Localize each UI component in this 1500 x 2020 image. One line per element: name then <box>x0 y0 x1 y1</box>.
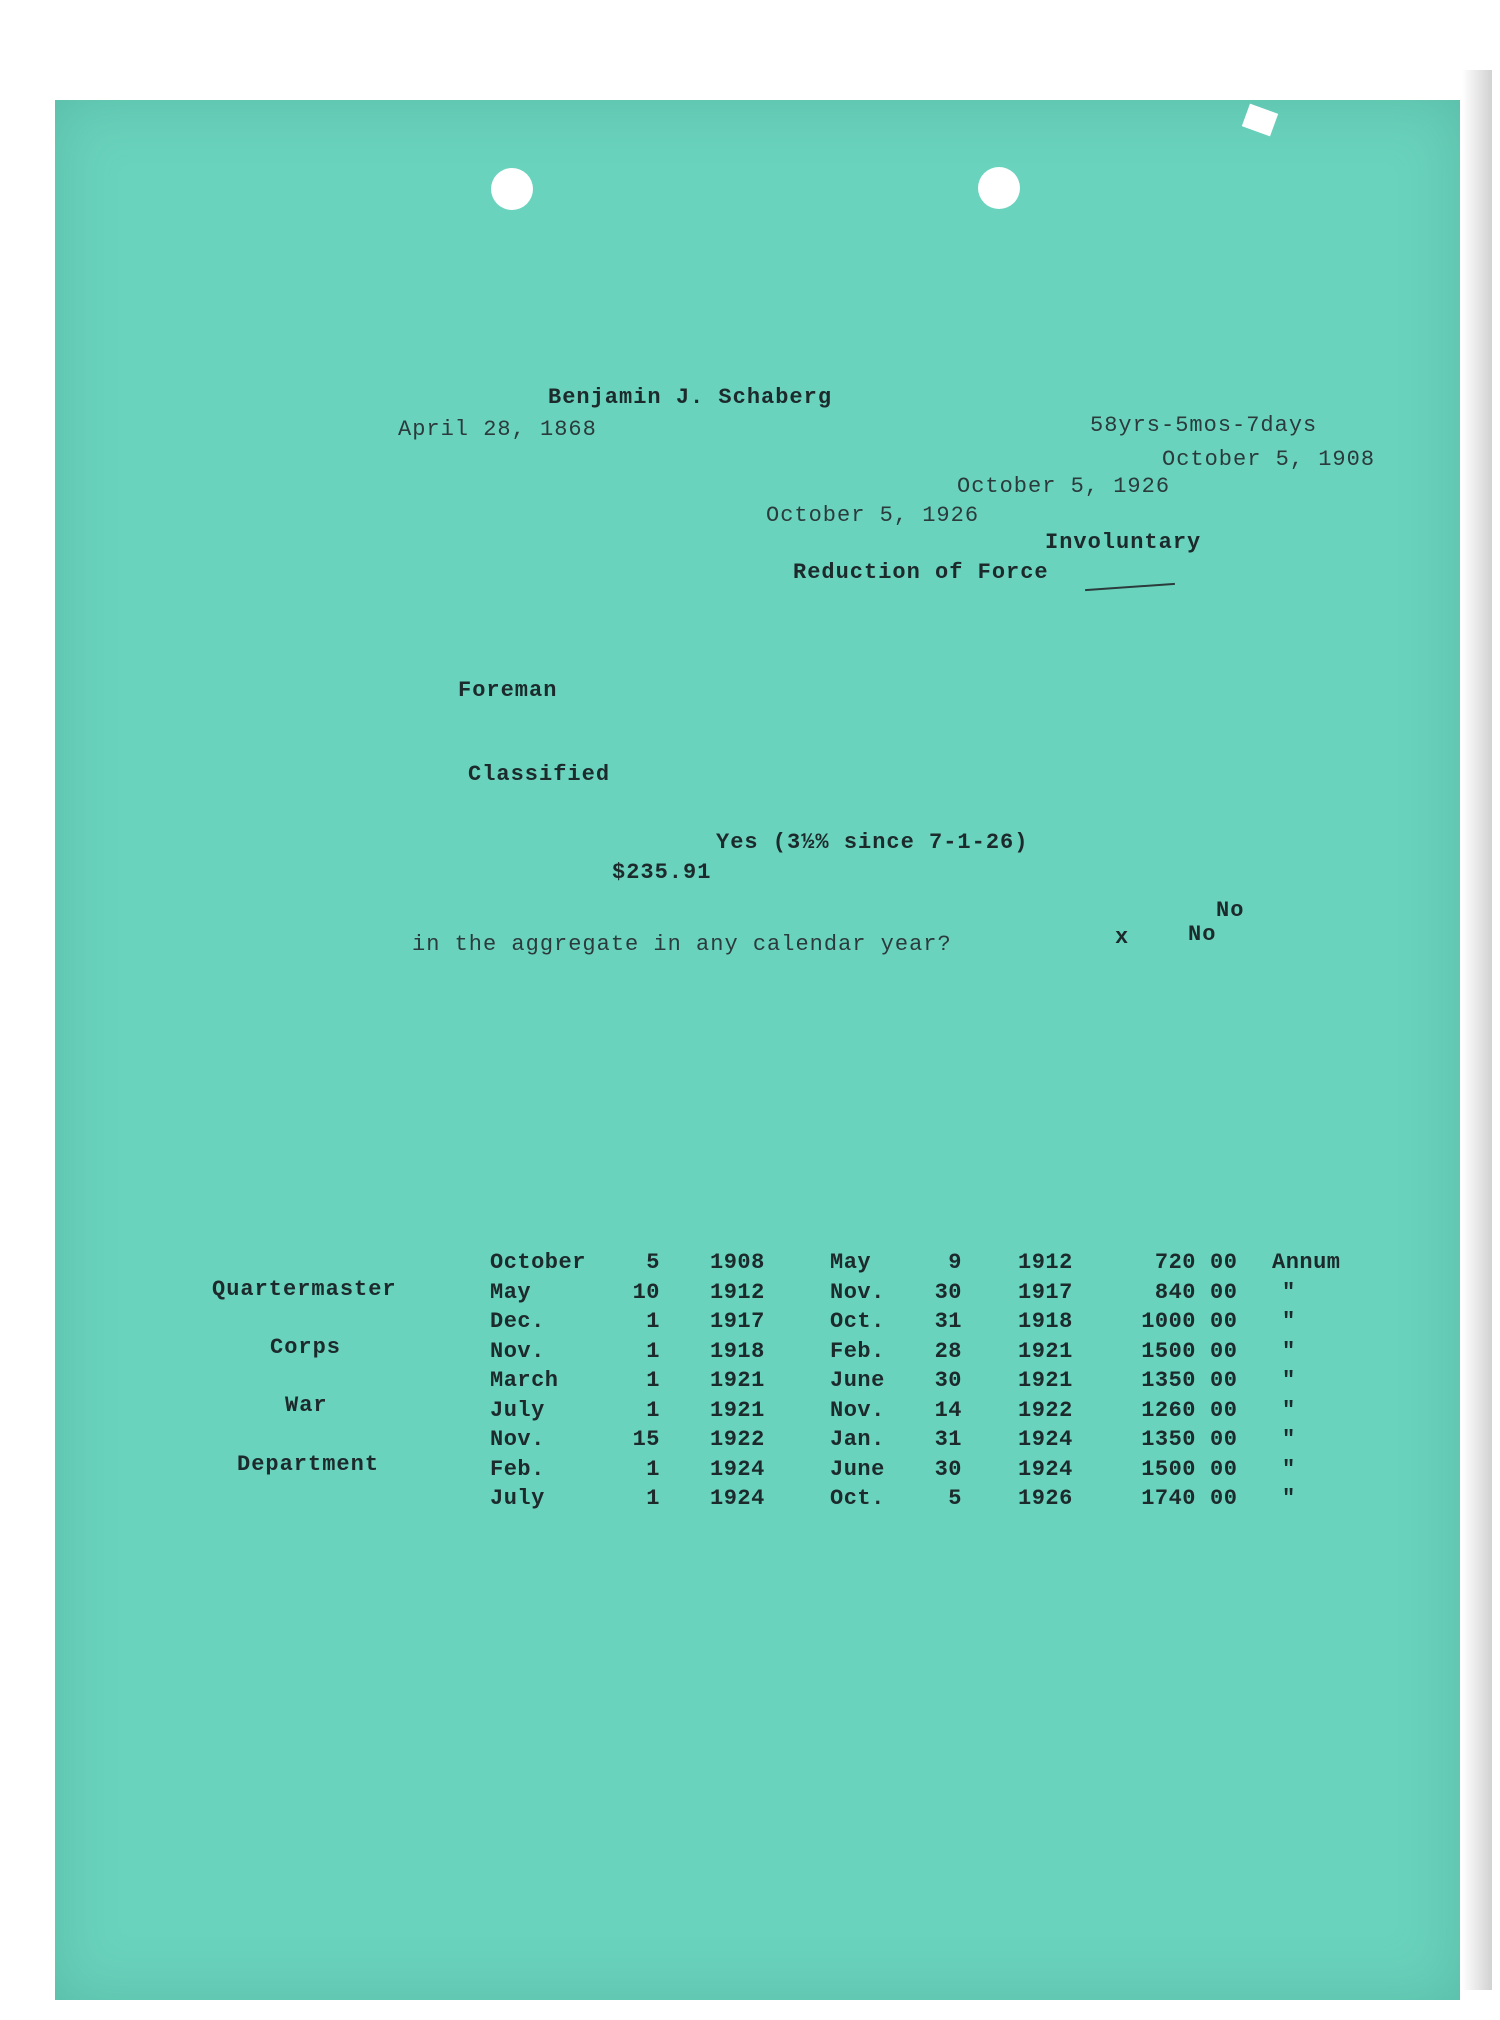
cell-to-year: 1926 <box>1018 1486 1073 1511</box>
cell-to-year: 1918 <box>1018 1309 1073 1334</box>
cell-to-month: Jan. <box>830 1427 885 1452</box>
cell-cents: 00 <box>1210 1456 1238 1482</box>
department-line-3: War <box>285 1393 328 1418</box>
cell-cents: 00 <box>1210 1486 1238 1511</box>
cell-to-day: 14 <box>934 1397 962 1423</box>
cell-per: " <box>1282 1279 1296 1305</box>
cell-from-day: 1 <box>646 1309 660 1334</box>
cell-salary: 1350 <box>1141 1427 1196 1452</box>
cell-to-day: 28 <box>934 1338 962 1364</box>
cell-to-month: Oct. <box>830 1486 885 1511</box>
cell-per: " <box>1282 1397 1296 1423</box>
cell-from-day: 1 <box>646 1338 660 1364</box>
cell-from-year: 1924 <box>710 1456 765 1482</box>
cell-to-year: 1921 <box>1018 1338 1073 1364</box>
cell-from-month: July <box>490 1397 545 1423</box>
cell-to-year: 1924 <box>1018 1456 1073 1482</box>
cell-per: " <box>1282 1456 1296 1482</box>
cell-cents: 00 <box>1210 1338 1238 1364</box>
cell-salary: 1500 <box>1141 1456 1196 1482</box>
cell-from-year: 1922 <box>710 1427 765 1452</box>
cell-to-day: 30 <box>934 1368 962 1393</box>
classification-status: Classified <box>468 762 611 787</box>
cell-per: Annum <box>1272 1250 1341 1275</box>
cell-from-day: 10 <box>632 1279 660 1305</box>
cell-per: " <box>1282 1427 1296 1452</box>
cell-to-year: 1917 <box>1018 1279 1073 1305</box>
cell-to-year: 1912 <box>1018 1250 1073 1275</box>
cell-from-year: 1924 <box>710 1486 765 1511</box>
cell-cents: 00 <box>1210 1368 1238 1393</box>
paper-edge-shadow <box>1462 70 1492 1990</box>
department-line-4: Department <box>237 1452 380 1477</box>
cell-to-day: 30 <box>934 1279 962 1305</box>
cell-to-month: Nov. <box>830 1279 885 1305</box>
cell-salary: 840 <box>1154 1279 1196 1305</box>
cell-from-month: October <box>490 1250 586 1275</box>
cell-per: " <box>1282 1309 1296 1334</box>
cell-cents: 00 <box>1210 1309 1238 1334</box>
department-line-1: Quartermaster <box>212 1277 397 1302</box>
cell-from-year: 1912 <box>710 1279 765 1305</box>
cell-to-month: Nov. <box>830 1397 885 1423</box>
separation-date-2: October 5, 1926 <box>766 503 980 528</box>
separation-type: Involuntary <box>1045 530 1202 555</box>
cell-salary: 1350 <box>1141 1368 1196 1393</box>
birth-date: April 28, 1868 <box>398 417 597 442</box>
cell-from-month: Nov. <box>490 1427 545 1452</box>
cell-from-day: 1 <box>646 1368 660 1393</box>
cell-to-year: 1921 <box>1018 1368 1073 1393</box>
cell-salary: 720 <box>1154 1250 1196 1275</box>
cell-to-month: Feb. <box>830 1338 885 1364</box>
age: 58yrs-5mos-7days <box>1090 413 1318 438</box>
cell-from-year: 1918 <box>710 1338 765 1364</box>
amount: $235.91 <box>612 860 712 885</box>
service-start-date: October 5, 1908 <box>1162 447 1376 472</box>
cell-from-day: 1 <box>646 1456 660 1482</box>
cell-to-day: 30 <box>934 1456 962 1482</box>
cell-from-day: 1 <box>646 1486 660 1511</box>
cell-salary: 1500 <box>1141 1338 1196 1364</box>
cell-per: " <box>1282 1486 1296 1511</box>
department-line-2: Corps <box>270 1335 342 1360</box>
separation-reason: Reduction of Force <box>793 560 1049 585</box>
cell-from-month: Nov. <box>490 1338 545 1364</box>
cell-from-month: Dec. <box>490 1309 545 1334</box>
employee-name: Benjamin J. Schaberg <box>548 385 833 410</box>
cell-per: " <box>1282 1368 1296 1393</box>
cell-from-year: 1921 <box>710 1397 765 1423</box>
retirement-deduction: Yes (3½% since 7-1-26) <box>716 830 1029 855</box>
cell-salary: 1260 <box>1141 1397 1196 1423</box>
calendar-year-question: in the aggregate in any calendar year? <box>412 932 952 957</box>
cell-from-month: May <box>490 1279 532 1305</box>
cell-cents: 00 <box>1210 1427 1238 1452</box>
check-mark: x <box>1115 925 1130 950</box>
cell-cents: 00 <box>1210 1250 1238 1275</box>
answer-no-2: No <box>1188 922 1217 947</box>
answer-no-1: No <box>1216 898 1245 923</box>
cell-to-month: June <box>830 1456 885 1482</box>
punch-hole-right <box>978 167 1020 209</box>
cell-to-day: 5 <box>948 1486 962 1511</box>
cell-cents: 00 <box>1210 1279 1238 1305</box>
cell-to-month: Oct. <box>830 1309 885 1334</box>
cell-from-year: 1917 <box>710 1309 765 1334</box>
cell-from-day: 15 <box>632 1427 660 1452</box>
cell-per: " <box>1282 1338 1296 1364</box>
cell-to-day: 9 <box>948 1250 962 1275</box>
cell-to-year: 1922 <box>1018 1397 1073 1423</box>
separation-date-1: October 5, 1926 <box>957 474 1171 499</box>
cell-to-day: 31 <box>934 1427 962 1452</box>
punch-hole-left <box>491 168 533 210</box>
cell-from-month: Feb. <box>490 1456 545 1482</box>
cell-from-day: 5 <box>646 1250 660 1275</box>
position: Foreman <box>458 678 558 703</box>
cell-to-month: May <box>830 1250 872 1275</box>
cell-from-month: July <box>490 1486 545 1511</box>
cell-to-month: June <box>830 1368 885 1393</box>
cell-from-day: 1 <box>646 1397 660 1423</box>
cell-to-day: 31 <box>934 1309 962 1334</box>
cell-from-year: 1921 <box>710 1368 765 1393</box>
cell-to-year: 1924 <box>1018 1427 1073 1452</box>
cell-cents: 00 <box>1210 1397 1238 1423</box>
cell-from-year: 1908 <box>710 1250 765 1275</box>
cell-salary: 1000 <box>1141 1309 1196 1334</box>
cell-salary: 1740 <box>1141 1486 1196 1511</box>
cell-from-month: March <box>490 1368 559 1393</box>
